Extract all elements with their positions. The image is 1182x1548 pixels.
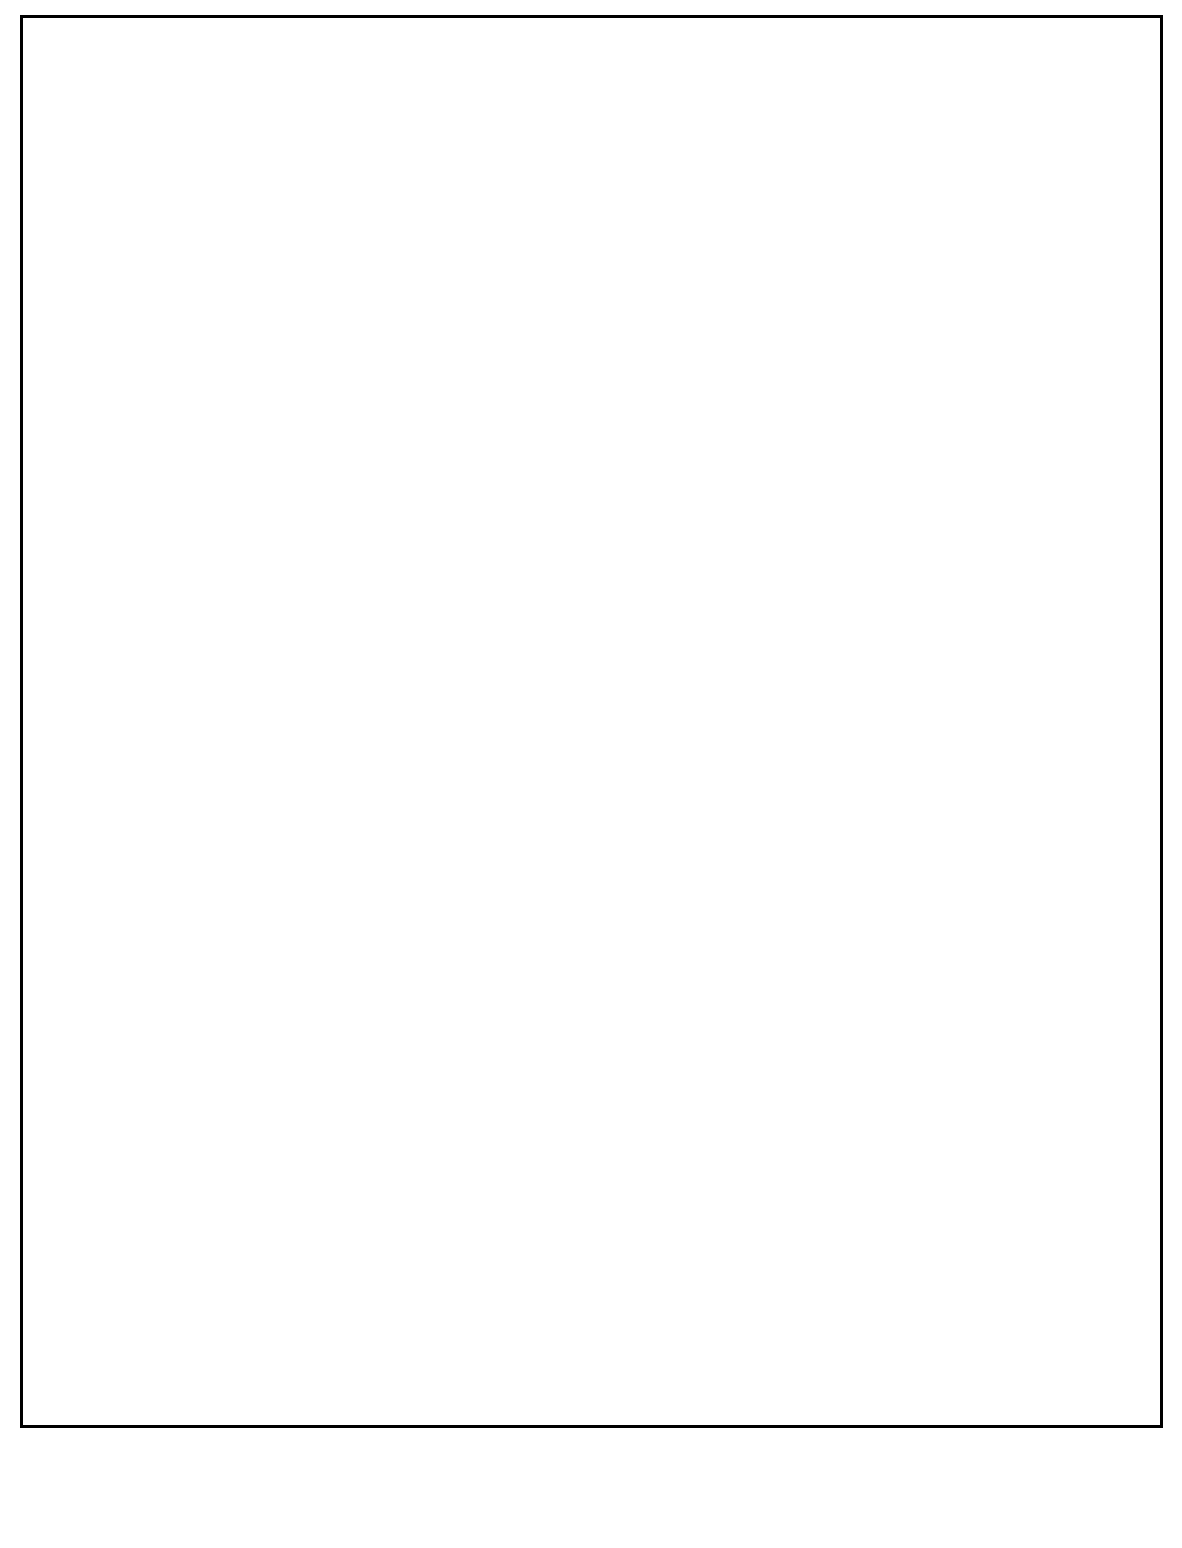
budget-table (20, 15, 1163, 1428)
